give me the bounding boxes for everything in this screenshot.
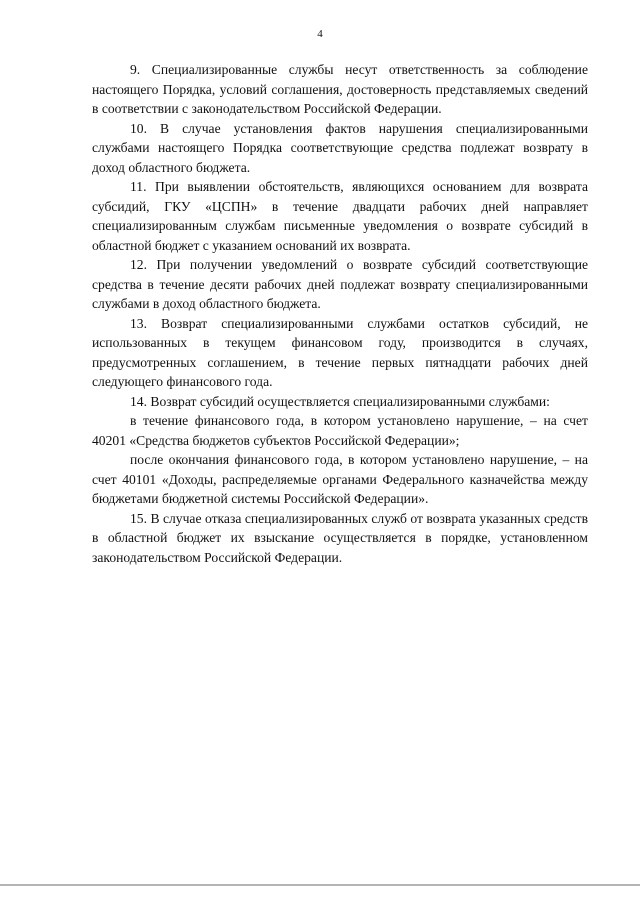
paragraph-14-item-1: в течение финансового года, в котором установлено нарушение, – на счет 40201 «Средства бюджетов субъектов Российской Федерации»; — [92, 413, 588, 448]
paragraph-9: 9. Специализированные службы несут ответственность за соблюдение настоящего Порядка, условий соглашения, достоверность представляемых сведений в соответствии с законодательством Российской Федерации. — [92, 62, 588, 116]
document-body — [92, 60, 588, 567]
paragraph-14-item-2: после окончания финансового года, в котором установлено нарушение, – на счет 40101 «Доходы, распределяемые органами Федерального казначейства между бюджетами бюджетной системы Российской Федерации». — [92, 452, 588, 506]
page-number: 4 — [317, 28, 323, 40]
paragraph-12: 12. При получении уведомлений о возврате субсидий соответствующие средства в течение десяти рабочих дней подлежат возврату специализированными службами в доход областного бюджета. — [92, 257, 588, 311]
paragraph-13: 13. Возврат специализированными службами остатков субсидий, не использованных в текущем финансовом году, производится в случаях, предусмотренных соглашением, в течение первых пятнадцати рабочих дней следующего финансового года. — [92, 315, 588, 389]
paragraph-10: 10. В случае установления фактов нарушения специализированными службами настоящего Порядка соответствующие средства подлежат возврату в доход областного бюджета. — [92, 120, 588, 175]
paragraph-14: 14. Возврат субсидий осуществляется специализированными службами: — [130, 393, 550, 409]
paragraph-15: 15. В случае отказа специализированных служб от возврата указанных средств в областной бюджет их взыскание осуществляется в порядке, установленном законодательством Российской Федерации. — [92, 510, 588, 565]
scan-edge-line — [0, 884, 640, 886]
paragraph-11: 11. При выявлении обстоятельств, являющихся основанием для возврата субсидий, ГКУ «ЦСПН» в течение двадцати рабочих дней направляет специализированным службам письменные уведомления о возврате субсидий в областной бюджет с указанием оснований их возврата. — [92, 179, 588, 253]
